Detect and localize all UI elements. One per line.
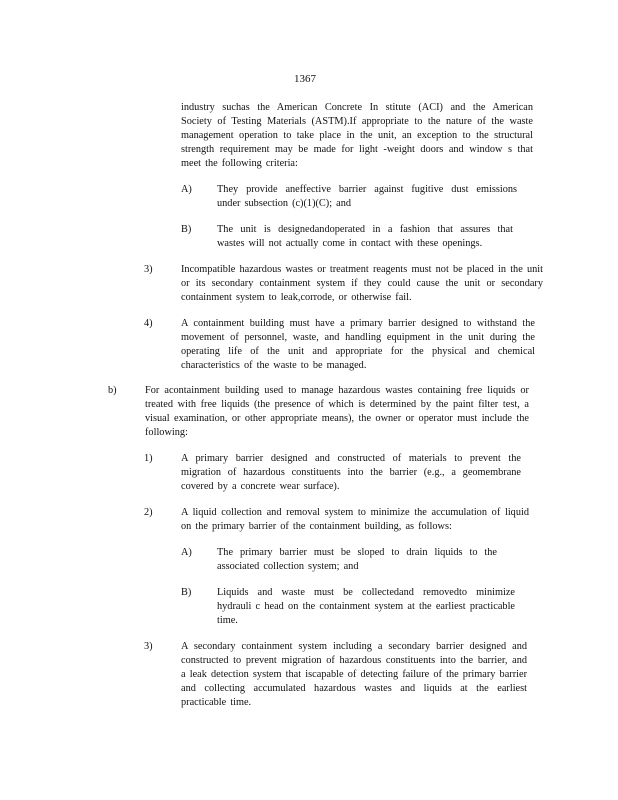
b-item-3-marker: 3) (144, 641, 153, 652)
item-3-marker: 3) (144, 264, 153, 275)
b-item-2b-marker: B) (181, 587, 192, 598)
intro-item-b-marker: B) (181, 224, 192, 235)
b-item-2a-text: The primary barrier must be sloped to drain liquids to the associated collection system; and (217, 547, 497, 572)
b-item-3-text: A secondary containment system including a secondary barrier designed and constructed to prevent migration of hazardous constituents into the barrier, and a leak detection system that iscapable of detecting failure of the primary barrier and collecting accumulated hazardous wastes and liquids at the earliest practicable time. (181, 641, 527, 708)
intro-item-b-text: The unit is designedandoperated in a fashion that assures that wastes will not actually come in contact with these openings. (217, 224, 513, 249)
b-item-1-text: A primary barrier designed and constructed of materials to prevent the migration of hazardous constituents into the barrier (e.g., a geomembrane covered by a concrete wear surface). (181, 453, 521, 492)
b-item-2-marker: 2) (144, 507, 153, 518)
item-3-text: Incompatible hazardous wastes or treatment reagents must not be placed in the unit or its secondary containment system if they could cause the unit or secondary containment system to leak,corrode, or otherwise fail. (181, 264, 543, 303)
item-4-marker: 4) (144, 318, 153, 329)
section-b-marker: b) (108, 385, 117, 396)
b-item-2a-marker: A) (181, 547, 192, 558)
page-number: 1367 (294, 73, 316, 85)
item-4-text: A containment building must have a primary barrier designed to withstand the movement of personnel, waste, and handling equipment in the unit during the operating life of the unit and appropriate for the physical and chemical characteristics of the waste to be managed. (181, 318, 535, 371)
intro-item-a-text: They provide aneffective barrier against fugitive dust emissions under subsection (c)(1)(C); and (217, 184, 517, 209)
intro-paragraph: industry suchas the American Concrete In stitute (ACI) and the American Society of Testing Materials (ASTM).If appropriate to the nature of the waste management operation to take place in the unit, an exception to the structural strength requirement may be made for light -weight doors and window s that meet the following criteria: (181, 102, 533, 169)
section-b-text: For acontainment building used to manage hazardous wastes containing free liquids or treated with free liquids (the presence of which is determined by the paint filter test, a visual examination, or other appropriate means), the owner or operator must include the following: (145, 385, 529, 438)
b-item-2b-text: Liquids and waste must be collectedand removedto minimize hydrauli c head on the containment system at the earliest practicable time. (217, 587, 515, 626)
b-item-2-text: A liquid collection and removal system to minimize the accumulation of liquid on the primary barrier of the containment building, as follows: (181, 507, 529, 532)
intro-item-a-marker: A) (181, 184, 192, 195)
b-item-1-marker: 1) (144, 453, 153, 464)
